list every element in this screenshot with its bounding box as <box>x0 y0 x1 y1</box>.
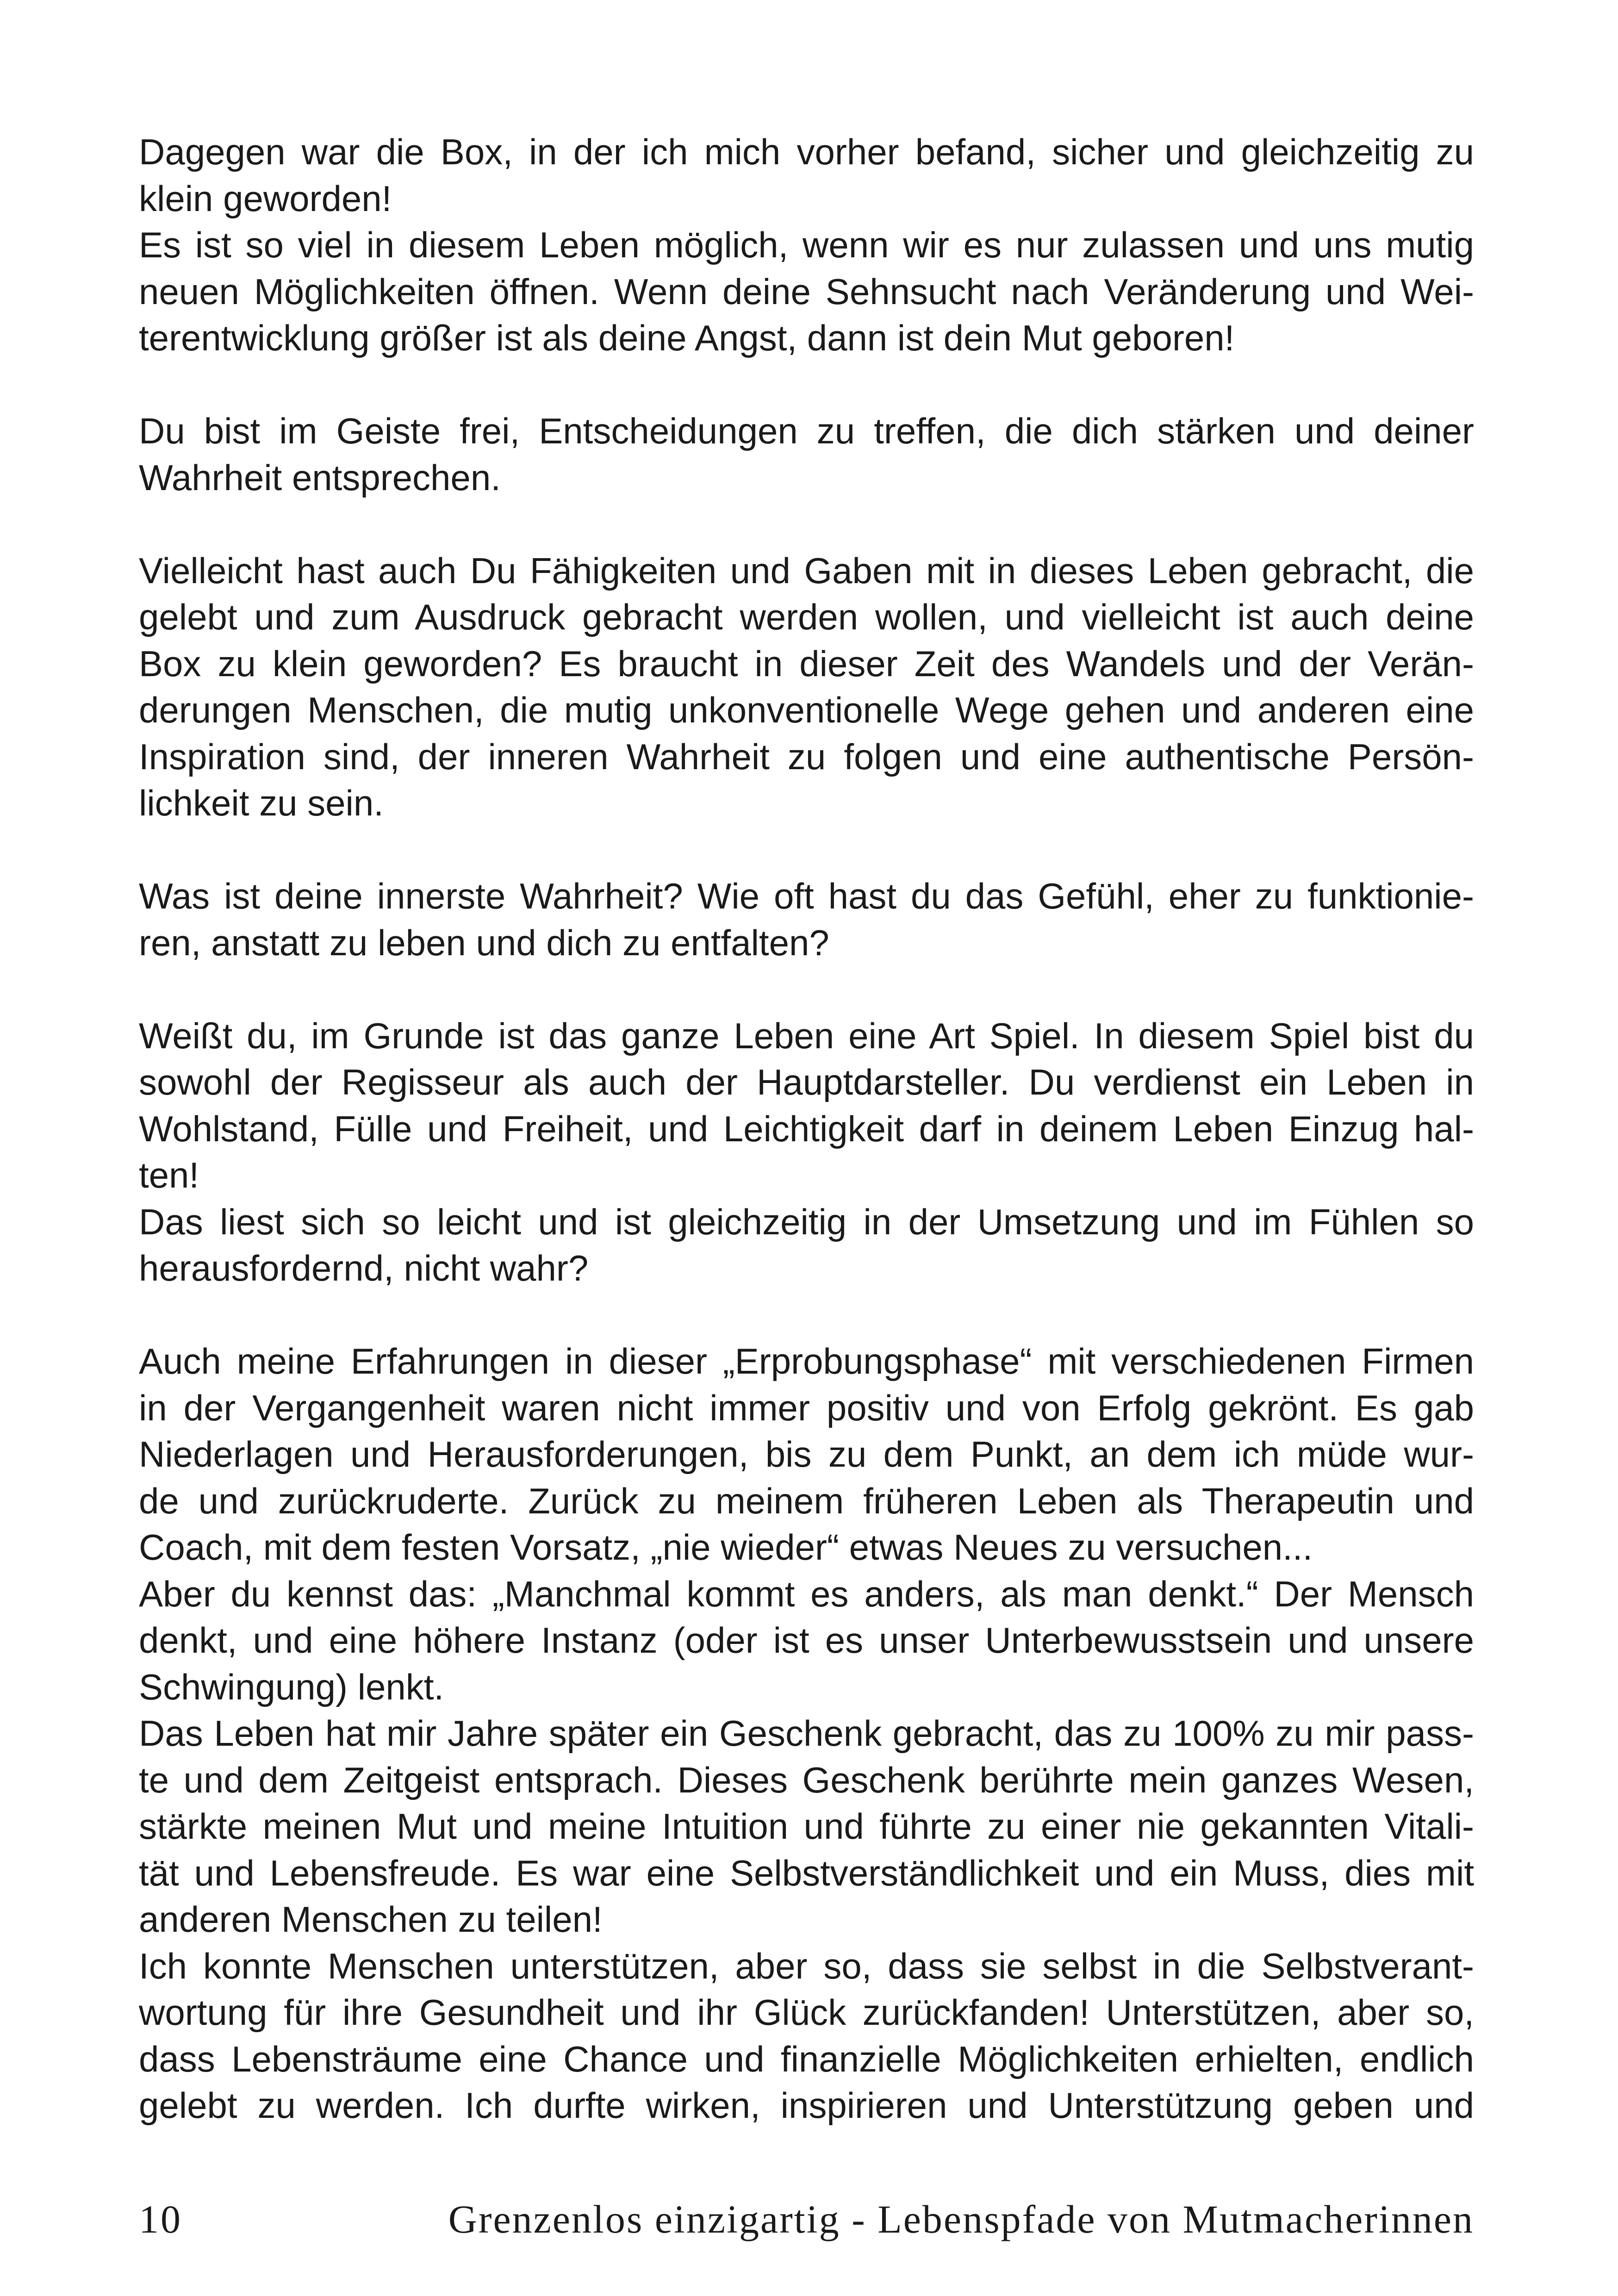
page-footer <box>139 2196 1474 2242</box>
text-line: Inspiration sind, der inneren Wahrheit zu folgen und eine authentische Persön- <box>139 736 1474 777</box>
text-line: Was ist deine innerste Wahrheit? Wie oft hast du das Gefühl, eher zu funktionie- <box>139 876 1474 916</box>
text-line: Weißt du, im Grunde ist das ganze Leben eine Art Spiel. In diesem Spiel bist du <box>139 1015 1474 1056</box>
text-line: Auch meine Erfahrungen in dieser „Erprobungsphase“ mit verschiedenen Firmen <box>139 1341 1474 1381</box>
paragraph <box>139 873 1474 966</box>
paragraph <box>139 408 1474 501</box>
text-line: Vielleicht hast auch Du Fähigkeiten und Gaben mit in dieses Leben gebracht, die <box>139 550 1474 591</box>
paragraph-gap <box>139 827 1474 873</box>
text-line: Es ist so viel in diesem Leben möglich, wenn wir es nur zulassen und uns mutig <box>139 224 1474 265</box>
text-line: Box zu klein geworden? Es braucht in dieser Zeit des Wandels und der Verän- <box>139 643 1474 684</box>
text-line: denkt, und eine höhere Instanz (oder ist es unser Unterbewusstsein und unsere <box>139 1620 1474 1661</box>
text-line: Niederlagen und Herausforderungen, bis zu dem Punkt, an dem ich müde wur- <box>139 1434 1474 1475</box>
body-text <box>139 129 1474 2129</box>
text-line: lichkeit zu sein. <box>139 783 384 823</box>
running-title: Grenzenlos einzigartig - Lebenspfade von Mutmacherinnen <box>448 2197 1474 2241</box>
text-line: de und zurückruderte. Zurück zu meinem früheren Leben als Therapeutin und <box>139 1480 1474 1521</box>
paragraph <box>139 1338 1474 2129</box>
text-line: Du bist im Geiste frei, Entscheidungen zu treffen, die dich stärken und deiner <box>139 411 1474 451</box>
paragraph-gap <box>139 966 1474 1013</box>
text-line: Wohlstand, Fülle und Freiheit, und Leichtigkeit darf in deinem Leben Einzug hal- <box>139 1108 1474 1149</box>
text-line: Ich konnte Menschen unterstützen, aber so, dass sie selbst in die Selbstverant- <box>139 1945 1474 1986</box>
text-line: Wahrheit entsprechen. <box>139 457 501 498</box>
text-line: tät und Lebensfreude. Es war eine Selbstverständlichkeit und ein Muss, dies mit <box>139 1852 1474 1893</box>
paragraph-gap <box>139 501 1474 548</box>
text-line: dass Lebensträume eine Chance und finanzielle Möglichkeiten erhielten, endlich <box>139 2038 1474 2079</box>
paragraph-gap <box>139 1292 1474 1338</box>
text-line: Aber du kennst das: „Manchmal kommt es anders, als man denkt.“ Der Mensch <box>139 1573 1474 1614</box>
text-line: Schwingung) lenkt. <box>139 1666 444 1707</box>
text-line: stärkte meinen Mut und meine Intuition und führte zu einer nie gekannten Vitali- <box>139 1806 1474 1847</box>
text-line: terentwicklung größer ist als deine Angst, dann ist dein Mut geboren! <box>139 317 1235 358</box>
text-line: in der Vergangenheit waren nicht immer positiv und von Erfolg gekrönt. Es gab <box>139 1387 1474 1428</box>
text-line: derungen Menschen, die mutig unkonventionelle Wege gehen und anderen eine <box>139 690 1474 730</box>
text-line: neuen Möglichkeiten öffnen. Wenn deine Sehnsucht nach Veränderung und Wei- <box>139 271 1474 312</box>
text-line: sowohl der Regisseur als auch der Hauptdarsteller. Du verdienst ein Leben in <box>139 1062 1474 1102</box>
text-line: gelebt zu werden. Ich durfte wirken, inspirieren und Unterstützung geben und <box>139 2085 1474 2126</box>
paragraph-gap <box>139 361 1474 408</box>
paragraph <box>139 129 1474 361</box>
paragraph <box>139 548 1474 827</box>
text-line: gelebt und zum Ausdruck gebracht werden wollen, und vielleicht ist auch deine <box>139 597 1474 637</box>
text-line: Das Leben hat mir Jahre später ein Geschenk gebracht, das zu 100% zu mir pass- <box>139 1713 1474 1754</box>
text-line: wortung für ihre Gesundheit und ihr Glück zurückfanden! Unterstützen, aber so, <box>139 1992 1474 2033</box>
text-line: ren, anstatt zu leben und dich zu entfalten? <box>139 922 829 963</box>
page-number: 10 <box>139 2197 182 2241</box>
text-line: ten! <box>139 1155 199 1195</box>
paragraph <box>139 1013 1474 1292</box>
text-line: herausfordernd, nicht wahr? <box>139 1248 589 1288</box>
text-line: te und dem Zeitgeist entsprach. Dieses Geschenk berührte mein ganzes Wesen, <box>139 1759 1474 1800</box>
text-line: anderen Menschen zu teilen! <box>139 1899 603 1940</box>
text-line: Das liest sich so leicht und ist gleichzeitig in der Umsetzung und im Fühlen so <box>139 1201 1474 1242</box>
text-line: Dagegen war die Box, in der ich mich vorher befand, sicher und gleichzeitig zu <box>139 131 1474 172</box>
text-line: Coach, mit dem festen Vorsatz, „nie wieder“ etwas Neues zu versuchen... <box>139 1527 1313 1568</box>
text-line: klein geworden! <box>139 178 392 219</box>
